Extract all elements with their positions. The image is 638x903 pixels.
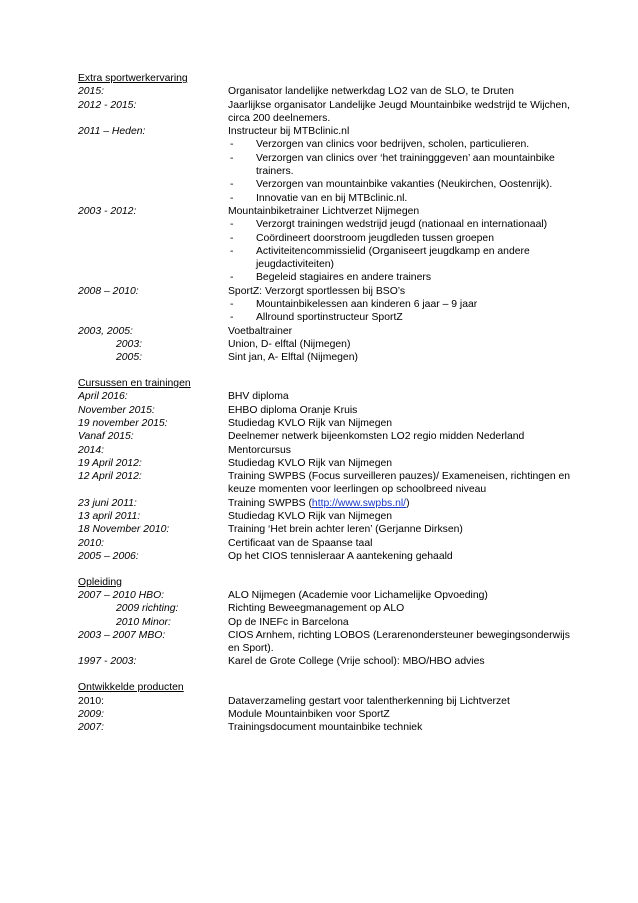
entry-date: 2007 – 2010 HBO:	[78, 589, 165, 601]
entry-date: 2014:	[78, 444, 105, 456]
entry-content	[228, 537, 578, 550]
entry-date: April 2016:	[78, 391, 128, 403]
entry-description: SportZ: Verzorgt sportlessen bij BSO’s	[228, 285, 406, 297]
entry-date: 2003:	[116, 338, 143, 350]
entry-date: 2003 – 2007 MBO:	[78, 629, 166, 641]
cv-entry	[78, 550, 578, 563]
entry-content	[228, 629, 578, 656]
entry-description: Union, D- elftal (Nijmegen)	[228, 338, 351, 350]
entry-date: Vanaf 2015:	[78, 431, 134, 443]
bullet-text: Activiteitencommissielid (Organiseert jeugdkamp en andere jeugdactiviteiten)	[256, 245, 530, 271]
entry-content	[228, 457, 578, 470]
entry-content	[228, 404, 578, 417]
cv-entry	[78, 338, 578, 351]
entry-date: 2011 – Heden:	[78, 126, 146, 138]
cv-entry	[78, 390, 578, 403]
entry-date: 2010:	[78, 537, 105, 549]
cv-entry	[78, 417, 578, 430]
bullet-item	[228, 138, 578, 151]
entry-content	[228, 99, 578, 126]
bullet-item	[228, 192, 578, 205]
entry-date: 13 april 2011:	[78, 511, 141, 522]
cv-entry	[78, 457, 578, 470]
entry-content	[228, 444, 578, 457]
entry-description: Instructeur bij MTBclinic.nl	[228, 126, 350, 138]
entry-content	[228, 325, 578, 338]
entry-description: Training ‘Het brein achter leren’ (Gerjanne Dirksen)	[228, 524, 463, 536]
entry-content	[228, 708, 578, 721]
dash-icon: -	[230, 245, 234, 257]
entry-content	[228, 602, 578, 615]
entry-date: 2015:	[78, 86, 105, 98]
entry-description: ALO Nijmegen (Academie voor Lichamelijke Opvoeding)	[228, 589, 488, 601]
bullet-text: Verzorgen van clinics voor bedrijven, scholen, particulieren.	[256, 139, 530, 151]
bullet-item	[228, 271, 578, 284]
entry-content	[228, 417, 578, 430]
entry-description: Mentorcursus	[228, 444, 291, 456]
section-heading: Extra sportwerkervaring	[78, 73, 188, 84]
cv-section	[78, 681, 578, 734]
entry-description: Op de INEFc in Barcelona	[228, 616, 349, 628]
cv-entry	[78, 695, 578, 708]
entry-content	[228, 390, 578, 403]
entry-content	[228, 338, 578, 351]
entry-content	[228, 497, 578, 510]
entry-description: Sint jan, A- Elftal (Nijmegen)	[228, 352, 358, 364]
bullet-text: Verzorgen van mountainbike vakanties (Neukirchen, Oostenrijk).	[256, 179, 553, 191]
section-heading: Cursussen en trainingen	[78, 378, 191, 390]
cv-entry	[78, 351, 578, 364]
entry-description: Deelnemer netwerk bijeenkomsten LO2 regio midden Nederland	[228, 431, 525, 443]
cv-entry	[78, 470, 578, 497]
bullet-text: Innovatie van en bij MTBclinic.nl.	[256, 192, 408, 204]
entry-description: Studiedag KVLO Rijk van Nijmegen	[228, 457, 393, 469]
section-heading: Opleiding	[78, 576, 122, 588]
bullet-item	[228, 178, 578, 191]
bullet-item	[228, 245, 578, 272]
entry-date: 2005 – 2006:	[78, 550, 139, 562]
entry-content	[228, 550, 578, 563]
entry-description: Voetbaltrainer	[228, 325, 293, 337]
entry-date: 12 April 2012:	[78, 471, 142, 483]
entry-content	[228, 721, 578, 734]
entry-content	[228, 351, 578, 364]
entry-date: 2008 – 2010:	[78, 285, 139, 297]
entry-description: Certificaat van de Spaanse taal	[228, 537, 373, 549]
entry-date: November 2015:	[78, 404, 155, 416]
entry-description: Organisator landelijke netwerkdag LO2 van de SLO, te Druten	[228, 86, 514, 98]
dash-icon: -	[230, 179, 234, 191]
entry-content	[228, 616, 578, 629]
entry-date: 1997 - 2003:	[78, 656, 137, 668]
cv-page	[78, 72, 578, 747]
entry-content	[228, 125, 578, 205]
cv-entry	[78, 430, 578, 443]
bullet-text: Verzorgen van clinics over ‘het trainingggeven’ aan mountainbike trainers.	[256, 152, 555, 178]
bullet-item	[228, 298, 578, 311]
cv-entry	[78, 444, 578, 457]
cv-entry	[78, 616, 578, 629]
entry-content	[228, 205, 578, 285]
entry-description: Jaarlijkse organisator Landelijke Jeugd Mountainbike wedstrijd te Wijchen, circa 200 deelnemers.	[228, 99, 570, 124]
cv-section	[78, 377, 578, 563]
bullet-item	[228, 311, 578, 324]
dash-icon: -	[230, 192, 234, 204]
entry-date: 2009:	[78, 708, 105, 720]
entry-content	[228, 589, 578, 602]
entry-description: CIOS Arnhem, richting LOBOS (Lerarenondersteuner bewegingsonderwijs en Sport).	[228, 629, 570, 655]
dash-icon: -	[230, 299, 234, 311]
entry-date: 2009 richting:	[116, 603, 179, 615]
cv-section	[78, 576, 578, 669]
link-prefix: Training SWPBS (	[228, 497, 312, 509]
entry-content	[228, 285, 578, 325]
bullet-text: Allround sportinstructeur SportZ	[256, 312, 403, 324]
bullet-item	[228, 232, 578, 245]
entry-date: 23 juni 2011:	[78, 497, 137, 509]
entry-date: 19 April 2012:	[78, 457, 142, 469]
cv-section	[78, 72, 578, 365]
entry-content	[228, 695, 578, 708]
cv-entry	[78, 655, 578, 668]
cv-entry	[78, 510, 578, 523]
cv-entry	[78, 708, 578, 721]
cv-entry	[78, 629, 578, 656]
entry-date: 2005:	[116, 352, 143, 364]
dash-icon: -	[230, 272, 234, 284]
link-suffix: )	[406, 497, 410, 509]
dash-icon: -	[230, 232, 234, 244]
bullet-item	[228, 218, 578, 231]
entry-date: 2003 - 2012:	[78, 205, 137, 217]
entry-content	[228, 430, 578, 443]
entry-date: 2007:	[78, 722, 105, 734]
bullet-text: Verzorgt trainingen wedstrijd jeugd (nationaal en internationaal)	[256, 219, 548, 231]
bullet-text: Coördineert doorstroom jeugdleden tussen groepen	[256, 232, 494, 244]
entry-description: Trainingsdocument mountainbike techniek	[228, 722, 423, 734]
entry-description: EHBO diploma Oranje Kruis	[228, 404, 358, 416]
entry-date: 2012 - 2015:	[78, 99, 137, 111]
entry-description: Karel de Grote College (Vrije school): MBO/HBO advies	[228, 656, 485, 668]
dash-icon: -	[230, 219, 234, 231]
bullet-text: Mountainbikelessen aan kinderen 6 jaar – 9 jaar	[256, 299, 478, 311]
dash-icon: -	[230, 152, 234, 164]
entry-description: Module Mountainbiken voor SportZ	[228, 708, 390, 720]
entry-date: 18 November 2010:	[78, 524, 170, 536]
entry-content	[228, 523, 578, 536]
entry-content	[228, 510, 578, 523]
entry-date: 2010:	[78, 695, 105, 707]
cv-entry	[78, 602, 578, 615]
cv-entry	[78, 125, 578, 205]
entry-description: Studiedag KVLO Rijk van Nijmegen	[228, 511, 393, 522]
cv-entry	[78, 325, 578, 338]
cv-entry	[78, 589, 578, 602]
bullet-item	[228, 152, 578, 179]
cv-entry	[78, 537, 578, 550]
cv-entry	[78, 285, 578, 325]
entry-date: 2003, 2005:	[78, 325, 133, 337]
cv-entry	[78, 205, 578, 285]
cv-entry	[78, 523, 578, 536]
entry-description: Op het CIOS tennisleraar A aantekening gehaald	[228, 550, 453, 562]
entry-content	[228, 85, 578, 98]
entry-description: Mountainbiketrainer Lichtverzet Nijmegen	[228, 205, 420, 217]
entry-description: Training SWPBS (Focus surveilleren pauzes)/ Exameneisen, richtingen en keuze momenten voor leerlingen op schoolbreed niveau	[228, 471, 571, 496]
swpbs-link[interactable]: http://www.swpbs.nl/	[311, 497, 407, 509]
cv-entry	[78, 99, 578, 126]
entry-description: Dataverzameling gestart voor talentherkenning bij Lichtverzet	[228, 695, 510, 707]
bullet-text: Begeleid stagiaires en andere trainers	[256, 272, 432, 284]
entry-description	[228, 497, 578, 510]
entry-content	[228, 655, 578, 668]
entry-date: 19 november 2015:	[78, 417, 168, 429]
entry-description: BHV diploma	[228, 391, 289, 403]
cv-entry	[78, 404, 578, 417]
dash-icon: -	[230, 312, 234, 324]
cv-entry	[78, 497, 578, 510]
cv-entry	[78, 721, 578, 734]
entry-description: Richting Beweegmanagement op ALO	[228, 603, 405, 615]
dash-icon: -	[230, 139, 234, 151]
entry-description: Studiedag KVLO Rijk van Nijmegen	[228, 417, 393, 429]
cv-entry	[78, 85, 578, 98]
section-heading: Ontwikkelde producten	[78, 682, 184, 694]
entry-content	[228, 470, 578, 497]
entry-date: 2010 Minor:	[116, 616, 171, 628]
